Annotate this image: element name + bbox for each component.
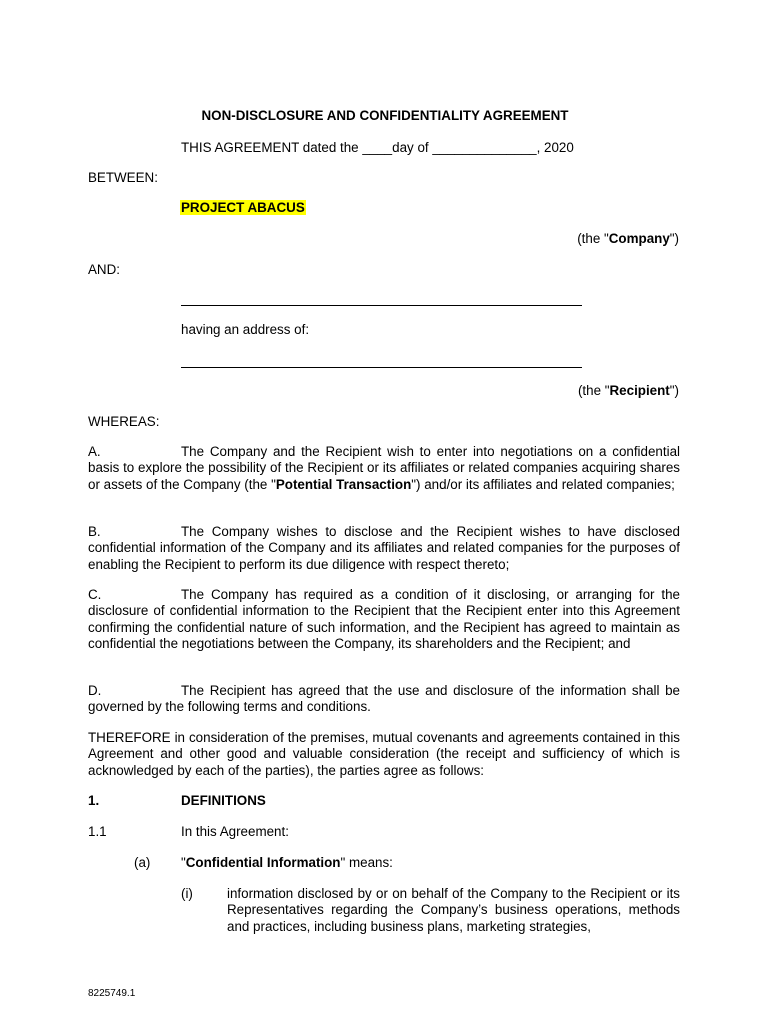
between-label: BETWEEN: xyxy=(88,170,158,185)
therefore-paragraph: THEREFORE in consideration of the premises, mutual covenants and agreements contained in this Agreement and other good and valuable consideration (the receipt and sufficiency of which is acknowledged by each of the parties), the parties agree as follows: xyxy=(88,730,680,778)
recipient-name-blank xyxy=(181,305,582,306)
section-1-heading: DEFINITIONS xyxy=(181,793,266,808)
clause-i-label: (i) xyxy=(181,886,193,901)
clause-a-text: "Confidential Information" means: xyxy=(181,855,393,870)
clause-a-label: (a) xyxy=(134,855,151,870)
potential-transaction-term: Potential Transaction xyxy=(275,476,412,492)
clause-i-text: information disclosed by or on behalf of the Company to the Recipient or its Representatives regarding the Company’s business operations, methods and practices, including business plans, marketing strategies, xyxy=(227,886,680,934)
recital-c-label: C. xyxy=(88,587,102,602)
and-label: AND: xyxy=(88,262,120,277)
recital-c: C. The Company has required as a condition of it disclosing, or arranging for the disclosure of confidential information to the Recipient that the Recipient enter into this Agreement confirming the confidential nature of such information, and the Recipient has agreed to maintain as confidential the negotiations between the Company, its shareholders and the Recipient; and xyxy=(88,587,680,652)
company-term: Company xyxy=(608,231,670,246)
recital-d: D. The Recipient has agreed that the use and disclosure of the information shall be governed by the following terms and conditions. xyxy=(88,683,680,715)
recipient-term: Recipient xyxy=(609,383,670,398)
recital-a: A. The Company and the Recipient wish to enter into negotiations on a confidential basis to explore the possibility of the Recipient or its affiliates or related companies acquiring shares or assets of the Company (the "Potential Transaction") and/or its affiliates and related companies; xyxy=(88,444,680,492)
document-title: NON-DISCLOSURE AND CONFIDENTIALITY AGREEMENT xyxy=(201,108,569,123)
recital-d-label: D. xyxy=(88,683,102,698)
dated-line: THIS AGREEMENT dated the ____day of ______________, 2020 xyxy=(181,140,574,155)
footer-document-id: 8225749.1 xyxy=(88,988,136,999)
recital-a-label: A. xyxy=(88,444,101,459)
section-1-number: 1. xyxy=(88,793,100,808)
company-definition: (the "Company") xyxy=(577,231,679,246)
confidential-information-term: Confidential Information xyxy=(185,855,341,870)
clause-1-1-text: In this Agreement: xyxy=(181,824,289,839)
recipient-definition: (the "Recipient") xyxy=(577,383,679,398)
recital-b-label: B. xyxy=(88,524,101,539)
recital-b: B. The Company wishes to disclose and the Recipient wishes to have disclosed confidential information of the Company and its affiliates and related companies for the purposes of enabling the Recipient to perform its due diligence with respect thereto; xyxy=(88,524,680,572)
clause-1-1-number: 1.1 xyxy=(88,824,107,839)
company-name-highlight: PROJECT ABACUS xyxy=(181,200,305,215)
recipient-address-blank xyxy=(181,367,582,368)
whereas-label: WHEREAS: xyxy=(88,414,160,429)
company-name xyxy=(180,200,306,216)
having-address-label: having an address of: xyxy=(181,322,310,337)
